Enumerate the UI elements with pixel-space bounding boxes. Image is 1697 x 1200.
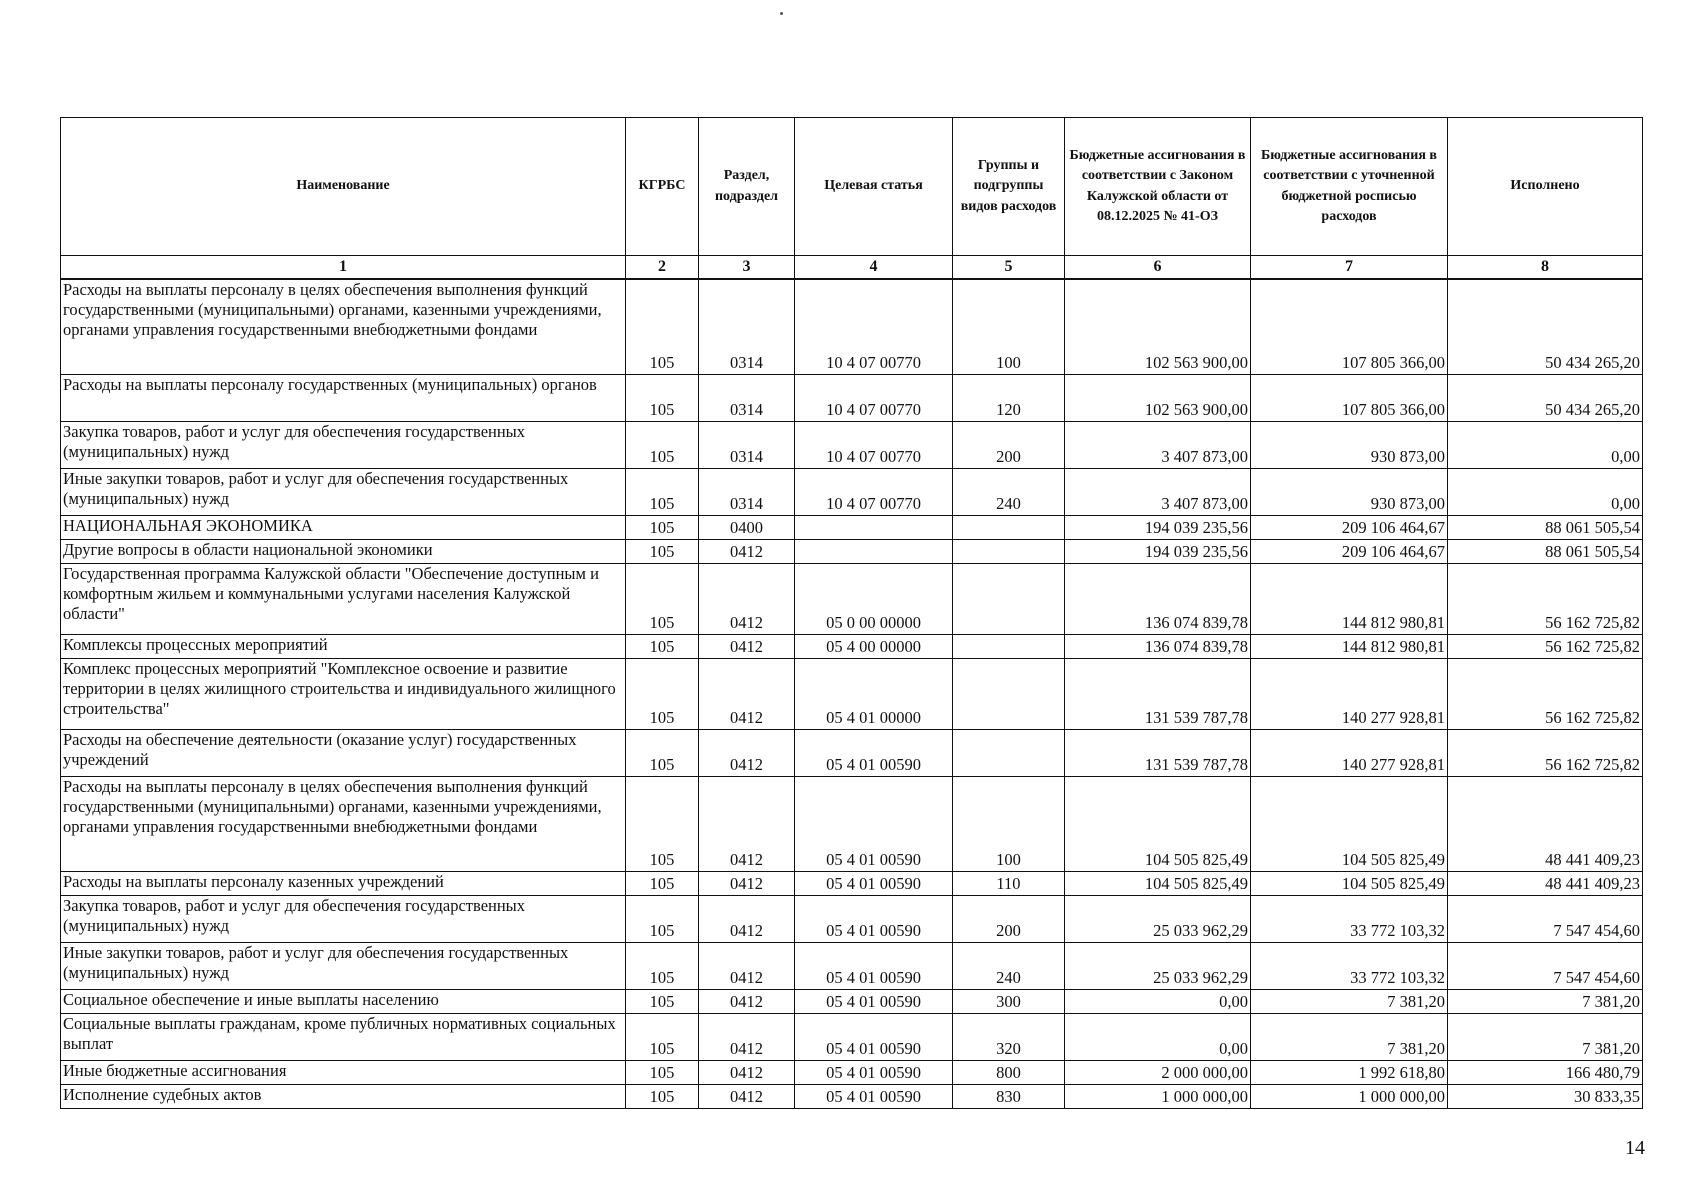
header-target-article: Целевая статья <box>795 118 953 256</box>
header-section: Раздел, подраздел <box>699 118 795 256</box>
row-executed-amount: 7 547 454,60 <box>1448 942 1643 989</box>
row-law-amount: 104 505 825,49 <box>1065 776 1251 871</box>
row-law-amount: 1 000 000,00 <box>1065 1084 1251 1108</box>
row-law-amount: 102 563 900,00 <box>1065 374 1251 421</box>
table-row <box>61 374 1643 421</box>
row-group: 120 <box>953 374 1065 421</box>
row-refined-amount: 1 992 618,80 <box>1251 1060 1448 1084</box>
row-name: НАЦИОНАЛЬНАЯ ЭКОНОМИКА <box>61 515 626 539</box>
row-section: 0412 <box>699 658 795 729</box>
table-row <box>61 1060 1643 1084</box>
row-name: Государственная программа Калужской области "Обеспечение доступным и комфортным жильем и коммунальными услугами населения Калужской области" <box>61 563 626 634</box>
row-group: 200 <box>953 895 1065 942</box>
row-executed-amount: 56 162 725,82 <box>1448 634 1643 658</box>
row-refined-amount: 209 106 464,67 <box>1251 515 1448 539</box>
table-row <box>61 515 1643 539</box>
table-row <box>61 942 1643 989</box>
table-row <box>61 1013 1643 1060</box>
column-number: 4 <box>795 256 953 280</box>
row-section: 0412 <box>699 729 795 776</box>
row-kgrbs: 105 <box>626 1060 699 1084</box>
column-number-row <box>61 256 1643 280</box>
table-row <box>61 989 1643 1013</box>
row-refined-amount: 107 805 366,00 <box>1251 279 1448 374</box>
row-refined-amount: 140 277 928,81 <box>1251 658 1448 729</box>
row-name: Закупка товаров, работ и услуг для обеспечения государственных (муниципальных) нужд <box>61 895 626 942</box>
row-executed-amount: 7 381,20 <box>1448 989 1643 1013</box>
row-group: 320 <box>953 1013 1065 1060</box>
header-row <box>61 118 1643 256</box>
row-section: 0412 <box>699 563 795 634</box>
row-group: 100 <box>953 776 1065 871</box>
table-row <box>61 729 1643 776</box>
table-row <box>61 1084 1643 1108</box>
row-refined-amount: 930 873,00 <box>1251 468 1448 515</box>
row-name: Иные закупки товаров, работ и услуг для обеспечения государственных (муниципальных) нужд <box>61 942 626 989</box>
row-group: 800 <box>953 1060 1065 1084</box>
table-row <box>61 539 1643 563</box>
row-group <box>953 729 1065 776</box>
row-refined-amount: 140 277 928,81 <box>1251 729 1448 776</box>
row-target: 05 4 01 00000 <box>795 658 953 729</box>
row-executed-amount: 56 162 725,82 <box>1448 563 1643 634</box>
column-number: 1 <box>61 256 626 280</box>
row-name: Иные закупки товаров, работ и услуг для обеспечения государственных (муниципальных) нужд <box>61 468 626 515</box>
row-group <box>953 539 1065 563</box>
row-target: 10 4 07 00770 <box>795 279 953 374</box>
row-executed-amount: 88 061 505,54 <box>1448 539 1643 563</box>
table-row <box>61 871 1643 895</box>
table-row <box>61 563 1643 634</box>
row-law-amount: 131 539 787,78 <box>1065 658 1251 729</box>
row-kgrbs: 105 <box>626 1084 699 1108</box>
row-executed-amount: 7 547 454,60 <box>1448 895 1643 942</box>
table-row <box>61 895 1643 942</box>
row-executed-amount: 56 162 725,82 <box>1448 658 1643 729</box>
row-name: Расходы на выплаты персоналу казенных учреждений <box>61 871 626 895</box>
header-refined-allocations: Бюджетные ассигнования в соответствии с уточненной бюджетной росписью расходов <box>1251 118 1448 256</box>
row-group: 110 <box>953 871 1065 895</box>
table-row <box>61 468 1643 515</box>
column-number: 6 <box>1065 256 1251 280</box>
row-law-amount: 194 039 235,56 <box>1065 539 1251 563</box>
row-executed-amount: 48 441 409,23 <box>1448 776 1643 871</box>
row-name: Расходы на выплаты персоналу в целях обеспечения выполнения функций государственными (муниципальными) органами, казенными учреждениями, органами управления государственными внебюджетными фондами <box>61 279 626 374</box>
row-law-amount: 2 000 000,00 <box>1065 1060 1251 1084</box>
row-law-amount: 102 563 900,00 <box>1065 279 1251 374</box>
row-refined-amount: 7 381,20 <box>1251 1013 1448 1060</box>
row-target: 05 4 01 00590 <box>795 871 953 895</box>
row-kgrbs: 105 <box>626 421 699 468</box>
row-target: 05 0 00 00000 <box>795 563 953 634</box>
page-number: 14 <box>1625 1137 1645 1159</box>
row-executed-amount: 88 061 505,54 <box>1448 515 1643 539</box>
row-section: 0412 <box>699 871 795 895</box>
row-section: 0412 <box>699 895 795 942</box>
row-target: 10 4 07 00770 <box>795 421 953 468</box>
row-name: Исполнение судебных актов <box>61 1084 626 1108</box>
row-refined-amount: 7 381,20 <box>1251 989 1448 1013</box>
row-law-amount: 104 505 825,49 <box>1065 871 1251 895</box>
row-law-amount: 194 039 235,56 <box>1065 515 1251 539</box>
row-section: 0412 <box>699 1013 795 1060</box>
header-law-allocations: Бюджетные ассигнования в соответствии с Законом Калужской области от 08.12.2025 № 41-ОЗ <box>1065 118 1251 256</box>
row-executed-amount: 166 480,79 <box>1448 1060 1643 1084</box>
row-kgrbs: 105 <box>626 539 699 563</box>
row-name: Комплекс процессных мероприятий "Комплексное освоение и развитие территории в целях жилищного строительства и индивидуального жилищного строительства" <box>61 658 626 729</box>
row-law-amount: 136 074 839,78 <box>1065 634 1251 658</box>
row-law-amount: 3 407 873,00 <box>1065 468 1251 515</box>
row-executed-amount: 0,00 <box>1448 468 1643 515</box>
row-section: 0314 <box>699 374 795 421</box>
header-executed: Исполнено <box>1448 118 1643 256</box>
row-law-amount: 0,00 <box>1065 1013 1251 1060</box>
row-refined-amount: 107 805 366,00 <box>1251 374 1448 421</box>
column-number: 7 <box>1251 256 1448 280</box>
row-name: Расходы на выплаты персоналу в целях обеспечения выполнения функций государственными (муниципальными) органами, казенными учреждениями, органами управления государственными внебюджетными фондами <box>61 776 626 871</box>
table-row <box>61 279 1643 374</box>
row-refined-amount: 33 772 103,32 <box>1251 895 1448 942</box>
row-target: 05 4 01 00590 <box>795 1084 953 1108</box>
row-target: 05 4 01 00590 <box>795 942 953 989</box>
row-target: 05 4 01 00590 <box>795 729 953 776</box>
column-number: 2 <box>626 256 699 280</box>
row-name: Социальное обеспечение и иные выплаты населению <box>61 989 626 1013</box>
row-target: 10 4 07 00770 <box>795 374 953 421</box>
row-law-amount: 25 033 962,29 <box>1065 895 1251 942</box>
header-expense-groups: Группы и подгруппы видов расходов <box>953 118 1065 256</box>
row-executed-amount: 50 434 265,20 <box>1448 374 1643 421</box>
row-target: 10 4 07 00770 <box>795 468 953 515</box>
row-kgrbs: 105 <box>626 1013 699 1060</box>
row-kgrbs: 105 <box>626 871 699 895</box>
table-row <box>61 776 1643 871</box>
header-kgrbs: КГРБС <box>626 118 699 256</box>
row-kgrbs: 105 <box>626 729 699 776</box>
row-name: Комплексы процессных мероприятий <box>61 634 626 658</box>
column-number: 8 <box>1448 256 1643 280</box>
column-number: 3 <box>699 256 795 280</box>
row-refined-amount: 209 106 464,67 <box>1251 539 1448 563</box>
row-group: 300 <box>953 989 1065 1013</box>
row-law-amount: 3 407 873,00 <box>1065 421 1251 468</box>
row-section: 0412 <box>699 1060 795 1084</box>
row-section: 0412 <box>699 942 795 989</box>
row-section: 0412 <box>699 1084 795 1108</box>
row-refined-amount: 104 505 825,49 <box>1251 871 1448 895</box>
row-section: 0412 <box>699 539 795 563</box>
row-section: 0412 <box>699 634 795 658</box>
row-section: 0412 <box>699 989 795 1013</box>
row-refined-amount: 144 812 980,81 <box>1251 563 1448 634</box>
row-section: 0400 <box>699 515 795 539</box>
table-row <box>61 634 1643 658</box>
row-target: 05 4 00 00000 <box>795 634 953 658</box>
row-kgrbs: 105 <box>626 634 699 658</box>
row-name: Другие вопросы в области национальной экономики <box>61 539 626 563</box>
row-kgrbs: 105 <box>626 658 699 729</box>
row-kgrbs: 105 <box>626 989 699 1013</box>
row-name: Социальные выплаты гражданам, кроме публичных нормативных социальных выплат <box>61 1013 626 1060</box>
row-executed-amount: 30 833,35 <box>1448 1084 1643 1108</box>
row-group: 200 <box>953 421 1065 468</box>
row-executed-amount: 7 381,20 <box>1448 1013 1643 1060</box>
row-section: 0314 <box>699 468 795 515</box>
budget-table <box>60 117 1643 1109</box>
row-name: Расходы на обеспечение деятельности (оказание услуг) государственных учреждений <box>61 729 626 776</box>
row-kgrbs: 105 <box>626 942 699 989</box>
row-executed-amount: 48 441 409,23 <box>1448 871 1643 895</box>
row-target: 05 4 01 00590 <box>795 895 953 942</box>
table-row <box>61 421 1643 468</box>
row-target: 05 4 01 00590 <box>795 1013 953 1060</box>
row-refined-amount: 104 505 825,49 <box>1251 776 1448 871</box>
row-target: 05 4 01 00590 <box>795 776 953 871</box>
row-kgrbs: 105 <box>626 279 699 374</box>
row-section: 0314 <box>699 421 795 468</box>
row-group: 100 <box>953 279 1065 374</box>
row-law-amount: 0,00 <box>1065 989 1251 1013</box>
row-executed-amount: 0,00 <box>1448 421 1643 468</box>
row-kgrbs: 105 <box>626 895 699 942</box>
row-kgrbs: 105 <box>626 468 699 515</box>
row-section: 0412 <box>699 776 795 871</box>
header-name: Наименование <box>61 118 626 256</box>
row-group <box>953 563 1065 634</box>
row-name: Закупка товаров, работ и услуг для обеспечения государственных (муниципальных) нужд <box>61 421 626 468</box>
row-group <box>953 634 1065 658</box>
row-name: Расходы на выплаты персоналу государственных (муниципальных) органов <box>61 374 626 421</box>
row-target: 05 4 01 00590 <box>795 1060 953 1084</box>
row-group <box>953 515 1065 539</box>
row-target <box>795 539 953 563</box>
row-group: 240 <box>953 942 1065 989</box>
row-kgrbs: 105 <box>626 776 699 871</box>
row-group: 240 <box>953 468 1065 515</box>
row-target: 05 4 01 00590 <box>795 989 953 1013</box>
row-kgrbs: 105 <box>626 515 699 539</box>
row-executed-amount: 50 434 265,20 <box>1448 279 1643 374</box>
row-law-amount: 136 074 839,78 <box>1065 563 1251 634</box>
row-refined-amount: 930 873,00 <box>1251 421 1448 468</box>
row-law-amount: 25 033 962,29 <box>1065 942 1251 989</box>
row-group: 830 <box>953 1084 1065 1108</box>
row-executed-amount: 56 162 725,82 <box>1448 729 1643 776</box>
row-target <box>795 515 953 539</box>
row-law-amount: 131 539 787,78 <box>1065 729 1251 776</box>
row-refined-amount: 33 772 103,32 <box>1251 942 1448 989</box>
column-number: 5 <box>953 256 1065 280</box>
scan-speck <box>780 12 783 15</box>
row-section: 0314 <box>699 279 795 374</box>
row-group <box>953 658 1065 729</box>
row-kgrbs: 105 <box>626 563 699 634</box>
row-kgrbs: 105 <box>626 374 699 421</box>
row-name: Иные бюджетные ассигнования <box>61 1060 626 1084</box>
row-refined-amount: 144 812 980,81 <box>1251 634 1448 658</box>
table-row <box>61 658 1643 729</box>
row-refined-amount: 1 000 000,00 <box>1251 1084 1448 1108</box>
